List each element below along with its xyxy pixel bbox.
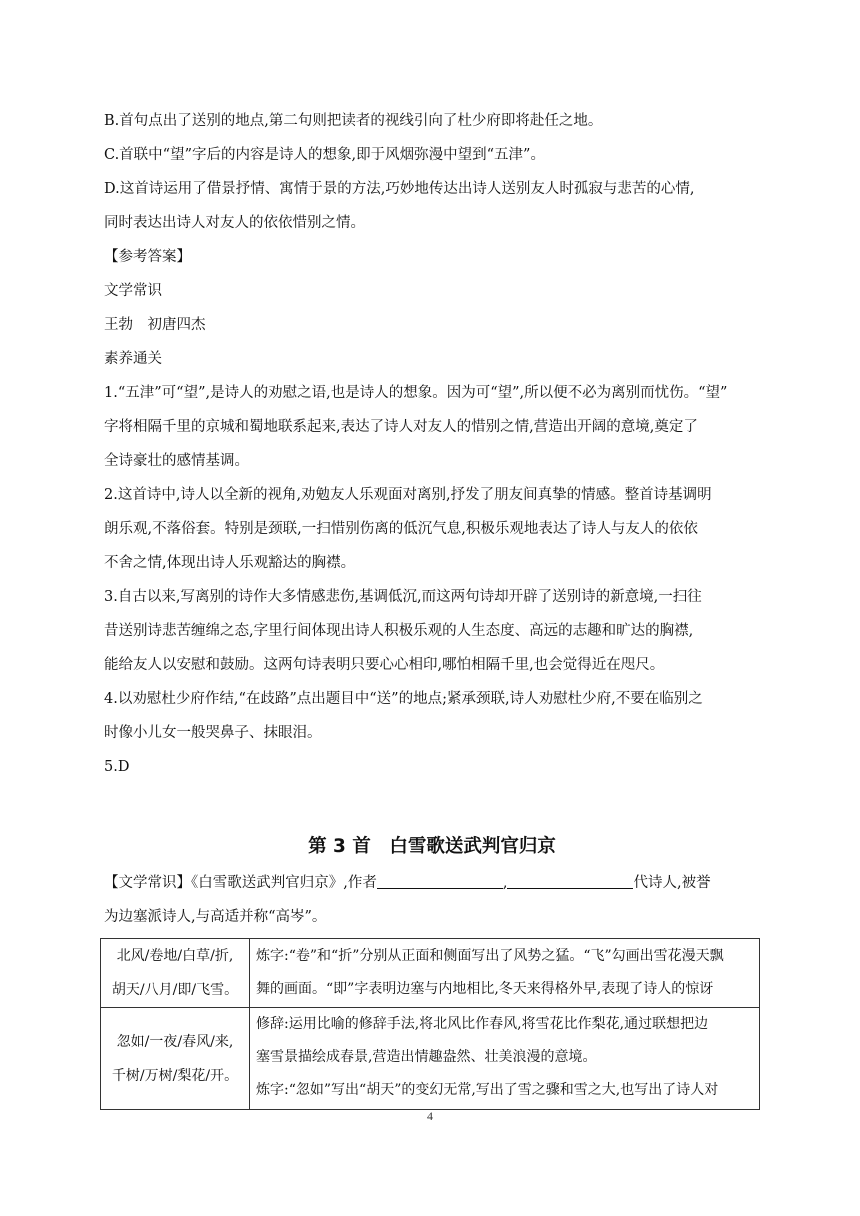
document-page — [104, 104, 760, 1110]
skill-label: 素养通关 — [104, 351, 162, 367]
lit-label: 文学常识 — [104, 283, 162, 299]
answer-line: 时像小儿女一般哭鼻子、抹眼泪。 — [104, 725, 322, 741]
table-row — [101, 1008, 760, 1110]
intro-line-2: 为边塞派诗人,与高适并称“高岑”。 — [104, 909, 327, 925]
verse-line: 忽如/一夜/春风/来, — [116, 1033, 234, 1050]
answer-line: 2.这首诗中,诗人以全新的视角,劝勉友人乐观面对离别,抒发了朋友间真挚的情感。整首诗基调明 — [104, 487, 712, 503]
analysis-cell — [250, 939, 760, 1008]
intro-line — [104, 866, 760, 900]
answer-line: 3.自古以来,写离别的诗作大多情感悲伤,基调低沉,而这两句诗却开辟了送别诗的新意境,一扫往 — [104, 589, 702, 605]
analysis-cell — [250, 1008, 760, 1110]
option-b: B.首句点出了送别的地点,第二句则把读者的视线引向了杜少府即将赴任之地。 — [104, 113, 603, 129]
intro-text-2: 代诗人,被誉 — [633, 875, 711, 891]
answer-line: 昔送别诗悲苦缠绵之态,字里行间体现出诗人积极乐观的人生态度、高远的志趣和旷达的胸襟, — [104, 623, 694, 639]
author-blank[interactable] — [377, 872, 503, 889]
analysis-line: 炼字:“忽如”写出“胡天”的变幻无常,写出了雪之骤和雪之大,也写出了诗人对 — [256, 1082, 719, 1098]
verse-line: 千树/万树/梨花/开。 — [111, 1067, 239, 1084]
answer-line: 1.“五津”可“望”,是诗人的劝慰之语,也是诗人的想象。因为可“望”,所以便不必为离别而忧伤。“望” — [104, 385, 728, 401]
section-title: 第 3 首 白雪歌送武判官归京 — [308, 836, 556, 857]
poem-verse-cell — [101, 1008, 250, 1110]
option-d-cont: 同时表达出诗人对友人的依依惜别之情。 — [104, 215, 365, 231]
lit-answer: 王勃 初唐四杰 — [104, 317, 206, 333]
answer-line: 字将相隔千里的京城和蜀地联系起来,表达了诗人对友人的惜别之情,营造出开阔的意境,奠定了 — [104, 419, 698, 435]
analysis-line: 舞的画面。“即”字表明边塞与内地相比,冬天来得格外早,表现了诗人的惊讶 — [256, 981, 714, 997]
answer-line: 朗乐观,不落俗套。特别是颈联,一扫惜别伤离的低沉气息,积极乐观地表达了诗人与友人的依依 — [104, 521, 698, 537]
intro-sep: , — [502, 875, 508, 891]
answer-line: 全诗豪壮的感情基调。 — [104, 453, 249, 469]
answer-line: 不舍之情,体现出诗人乐观豁达的胸襟。 — [104, 555, 356, 571]
answer-line: 5.D — [104, 759, 130, 775]
answer-line: 4.以劝慰杜少府作结,“在歧路”点出题目中“送”的地点;紧承颈联,诗人劝慰杜少府,不要在临别之 — [104, 691, 703, 707]
verse-line: 胡天/八月/即/飞雪。 — [111, 982, 239, 998]
intro-text: 【文学常识】《白雪歌送武判官归京》,作者 — [104, 875, 377, 891]
option-d: D.这首诗运用了借景抒情、寓情于景的方法,巧妙地传达出诗人送别友人时孤寂与悲苦的心情, — [104, 181, 695, 197]
poem-verse-cell — [101, 939, 250, 1008]
answer-header: 【参考答案】 — [104, 249, 191, 265]
verse-line: 北风/卷地/白草/折, — [116, 948, 234, 964]
page-number: 4 — [427, 1109, 433, 1123]
analysis-line: 塞雪景描绘成春景,营造出情趣盎然、壮美浪漫的意境。 — [256, 1049, 597, 1065]
answer-line: 能给友人以安慰和鼓励。这两句诗表明只要心心相印,哪怕相隔千里,也会觉得近在咫尺。 — [104, 657, 665, 673]
dynasty-blank[interactable] — [507, 872, 633, 889]
analysis-line: 修辞:运用比喻的修辞手法,将北风比作春风,将雪花比作梨花,通过联想把边 — [256, 1016, 709, 1032]
analysis-line: 炼字:“卷”和“折”分别从正面和侧面写出了风势之猛。“飞”勾画出雪花漫天飘 — [256, 948, 724, 964]
option-c: C.首联中“望”字后的内容是诗人的想象,即于风烟弥漫中望到“五津”。 — [104, 147, 545, 163]
analysis-table — [100, 938, 760, 1110]
table-row — [101, 939, 760, 1008]
